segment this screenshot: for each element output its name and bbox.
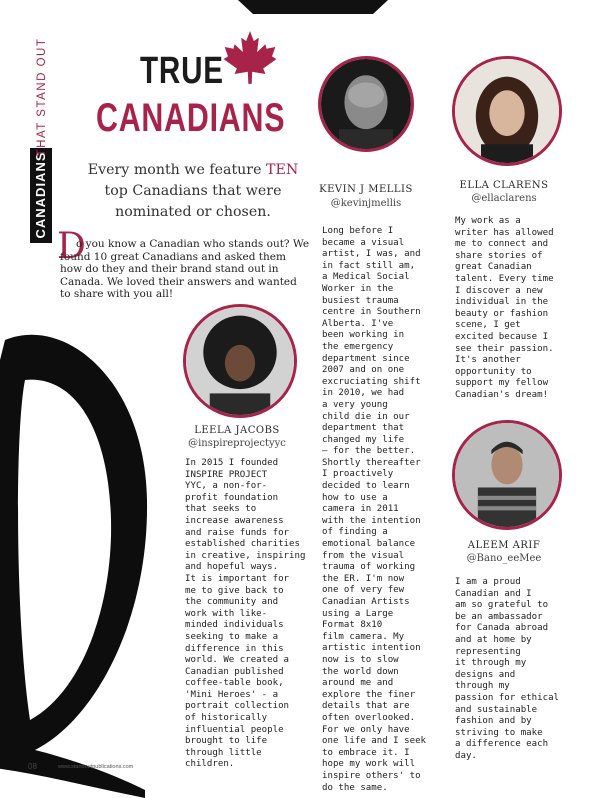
bio-line: inspire others' to xyxy=(322,770,421,781)
bio-line: do the same. xyxy=(322,782,388,793)
bio-line: For we only have xyxy=(322,724,410,735)
bio-line: I proactively xyxy=(322,469,394,480)
bio-line: me to give back to xyxy=(185,585,284,596)
avatar-ella xyxy=(452,56,562,166)
profile-bio-aleem xyxy=(455,577,559,763)
maple-leaf-icon xyxy=(221,30,279,85)
bio-line: in creative, inspiring xyxy=(185,550,306,561)
avatar-aleem xyxy=(452,420,562,530)
bio-line: passion for ethical xyxy=(455,692,560,703)
bio-line: work with like- xyxy=(185,608,268,619)
bio-line: striving to make xyxy=(455,727,543,738)
bio-line: emotional balance xyxy=(322,539,416,550)
bio-line: designs and xyxy=(455,669,516,680)
bio-line: of finding a xyxy=(322,527,388,538)
profile-name-leela: LEELA JACOBS xyxy=(194,425,280,436)
bio-line: the community and xyxy=(185,597,279,608)
bio-line: of historically xyxy=(185,713,268,724)
profile-bio-ella xyxy=(455,216,554,402)
bio-line: portrait collection xyxy=(185,701,290,712)
bio-line: and raise funds for xyxy=(185,527,290,538)
bio-line: – for the better. xyxy=(322,446,416,457)
bio-line: that seeks to xyxy=(185,504,257,515)
bio-line: artistic intention xyxy=(322,643,421,654)
bio-line: talent. Every time xyxy=(455,273,554,284)
bio-line: the world down xyxy=(322,666,399,677)
bio-line: around me and xyxy=(322,678,394,689)
bio-line: it through my xyxy=(455,658,527,669)
bio-line: day. xyxy=(455,750,477,761)
profile-handle-ella: @ellaclarens xyxy=(471,193,537,204)
bio-line: through little xyxy=(185,747,262,758)
bio-line: am so grateful to xyxy=(455,600,549,611)
bio-line: from the visual xyxy=(322,550,405,561)
bio-line: INSPIRE PROJECT xyxy=(185,469,268,480)
bio-line: now is to slow xyxy=(322,654,399,665)
bio-line: It's another xyxy=(455,355,521,366)
profile-name-ella: ELLA CLARENS xyxy=(459,180,549,191)
profile-handle-leela: @inspireprojectyyc xyxy=(188,438,286,449)
bio-line: individual in the xyxy=(455,297,549,308)
bio-line: explore the finer xyxy=(322,689,416,700)
bio-line: seeking to make a xyxy=(185,631,279,642)
bio-line: world. We created a xyxy=(185,655,290,666)
bio-line: I am a proud xyxy=(455,577,521,587)
decorative-q-letter xyxy=(0,320,155,798)
profile-bio-leela xyxy=(185,458,305,771)
bio-line: been working in xyxy=(322,330,405,341)
profile-handle-kevin: @kevinjmellis xyxy=(330,198,402,209)
bio-line: film camera. My xyxy=(322,631,405,642)
bio-line: share stories of xyxy=(455,250,543,261)
bio-line: for Canada abroad xyxy=(455,623,549,634)
bio-line: fashion and by xyxy=(455,716,532,727)
bio-line: trauma of working xyxy=(322,562,416,573)
page-number: 08 xyxy=(28,762,37,771)
side-tab-sublabel: THAT STAND OUT xyxy=(36,37,48,157)
bio-line: the ER. I'm now xyxy=(322,573,405,584)
bio-line: Canadian and I xyxy=(455,588,532,599)
bio-line: profit foundation xyxy=(185,492,279,503)
bio-line: a difference each xyxy=(455,739,549,750)
bio-line: department since xyxy=(322,353,410,364)
bio-line: Shortly thereafter xyxy=(322,457,421,468)
bio-line: artist, I was, and xyxy=(322,249,421,260)
profile-handle-aleem: @Bano_eeMee xyxy=(466,553,542,564)
bio-line: child die in our xyxy=(322,411,410,422)
avatar-kevin xyxy=(318,56,414,152)
bio-line: centre in Southern xyxy=(322,307,421,318)
bio-line: department that xyxy=(322,423,405,434)
bio-line: writer has allowed xyxy=(455,227,554,238)
bio-line: coffee-table book, xyxy=(185,678,284,689)
bio-line: in fact still am, xyxy=(322,260,416,271)
footer-url: www.standoutpublications.com xyxy=(58,764,134,770)
bio-line: influential people xyxy=(185,724,284,735)
bio-line: and sustainable xyxy=(455,704,538,715)
intro-highlight: TEN xyxy=(266,162,299,178)
bio-line: camera in 2011 xyxy=(322,504,399,515)
bio-line: 2007 and on one xyxy=(322,365,405,376)
top-decoration xyxy=(238,0,388,14)
bio-line: It is important for xyxy=(185,573,290,584)
bio-line: established charities xyxy=(185,539,300,550)
bio-line: and hopeful ways. xyxy=(185,562,279,573)
bio-line: how to use a xyxy=(322,492,388,503)
side-tab-label: CANADIANS xyxy=(33,151,48,239)
bio-line: me to connect and xyxy=(455,239,549,250)
bio-line: one life and I seek xyxy=(322,736,427,747)
bio-line: scene, I get xyxy=(455,320,521,331)
bio-line: In 2015 I founded xyxy=(185,458,279,468)
bio-line: Format 8x10 xyxy=(322,620,383,631)
bio-line: the emergency xyxy=(322,341,394,352)
bio-line: 'Mini Heroes' - a xyxy=(185,689,279,700)
bio-line: minded individuals xyxy=(185,620,284,631)
bio-line: Alberta. I've xyxy=(322,318,394,329)
bio-line: brought to life xyxy=(185,736,268,747)
lead-paragraph xyxy=(60,238,310,301)
bio-line: a Medical Social xyxy=(322,272,410,283)
profile-bio-kevin xyxy=(322,226,426,794)
bio-line: changed my life xyxy=(322,434,405,445)
bio-line: Canadian Artists xyxy=(322,597,410,607)
bio-line: opportunity to xyxy=(455,366,532,377)
bio-line: see their passion. xyxy=(455,343,554,354)
title-line-2: CANADIANS xyxy=(96,96,286,140)
bio-line: details that are xyxy=(322,701,410,712)
bio-line: and at home by xyxy=(455,634,532,645)
bio-line: often overlooked. xyxy=(322,712,416,723)
bio-line: one of very few xyxy=(322,585,405,596)
profile-name-aleem: ALEEM ARIF xyxy=(467,540,541,551)
profile-name-kevin: KEVIN J MELLIS xyxy=(319,184,413,195)
bio-line: in 2010, we had xyxy=(322,388,405,399)
bio-line: with the intention xyxy=(322,515,421,526)
title-line-1: TRUE xyxy=(140,50,224,92)
intro-before: Every month we feature xyxy=(87,162,266,178)
bio-line: great Canadian xyxy=(455,262,532,273)
bio-line: I discover a new xyxy=(455,285,543,296)
bio-line: Canadian published xyxy=(185,666,284,677)
bio-line: through my xyxy=(455,681,510,692)
bio-line: excruciating shift xyxy=(322,376,421,387)
bio-line: My work as a xyxy=(455,216,521,226)
bio-line: Long before I xyxy=(322,226,394,236)
bio-line: decided to learn xyxy=(322,481,410,492)
bio-line: Worker in the xyxy=(322,283,394,294)
lead-text: o you know a Canadian who stands out? We found 10 great Canadians and asked them how do they and their brand stand out in Canada. We loved their answers and wanted to share with you all! xyxy=(60,238,310,300)
bio-line: became a visual xyxy=(322,237,405,248)
avatar-leela xyxy=(183,304,297,418)
bio-line: Canadian's dream! xyxy=(455,389,549,400)
bio-line: a very young xyxy=(322,399,388,410)
bio-line: support my fellow xyxy=(455,378,549,389)
bio-line: busiest trauma xyxy=(322,295,399,306)
drop-cap: D xyxy=(57,226,86,267)
bio-line: to embrace it. I xyxy=(322,747,410,758)
bio-line: children. xyxy=(185,759,235,770)
bio-line: difference in this xyxy=(185,643,284,654)
intro-text xyxy=(86,160,300,223)
bio-line: YYC, a non-for- xyxy=(185,481,268,492)
bio-line: beauty or fashion xyxy=(455,308,549,319)
bio-line: be an ambassador xyxy=(455,611,543,622)
bio-line: hope my work will xyxy=(322,759,416,770)
bio-line: representing xyxy=(455,646,521,657)
bio-line: excited because I xyxy=(455,331,549,342)
intro-after: top Canadians that were nominated or chosen. xyxy=(104,183,282,220)
bio-line: increase awareness xyxy=(185,515,284,526)
bio-line: using a Large xyxy=(322,608,394,619)
